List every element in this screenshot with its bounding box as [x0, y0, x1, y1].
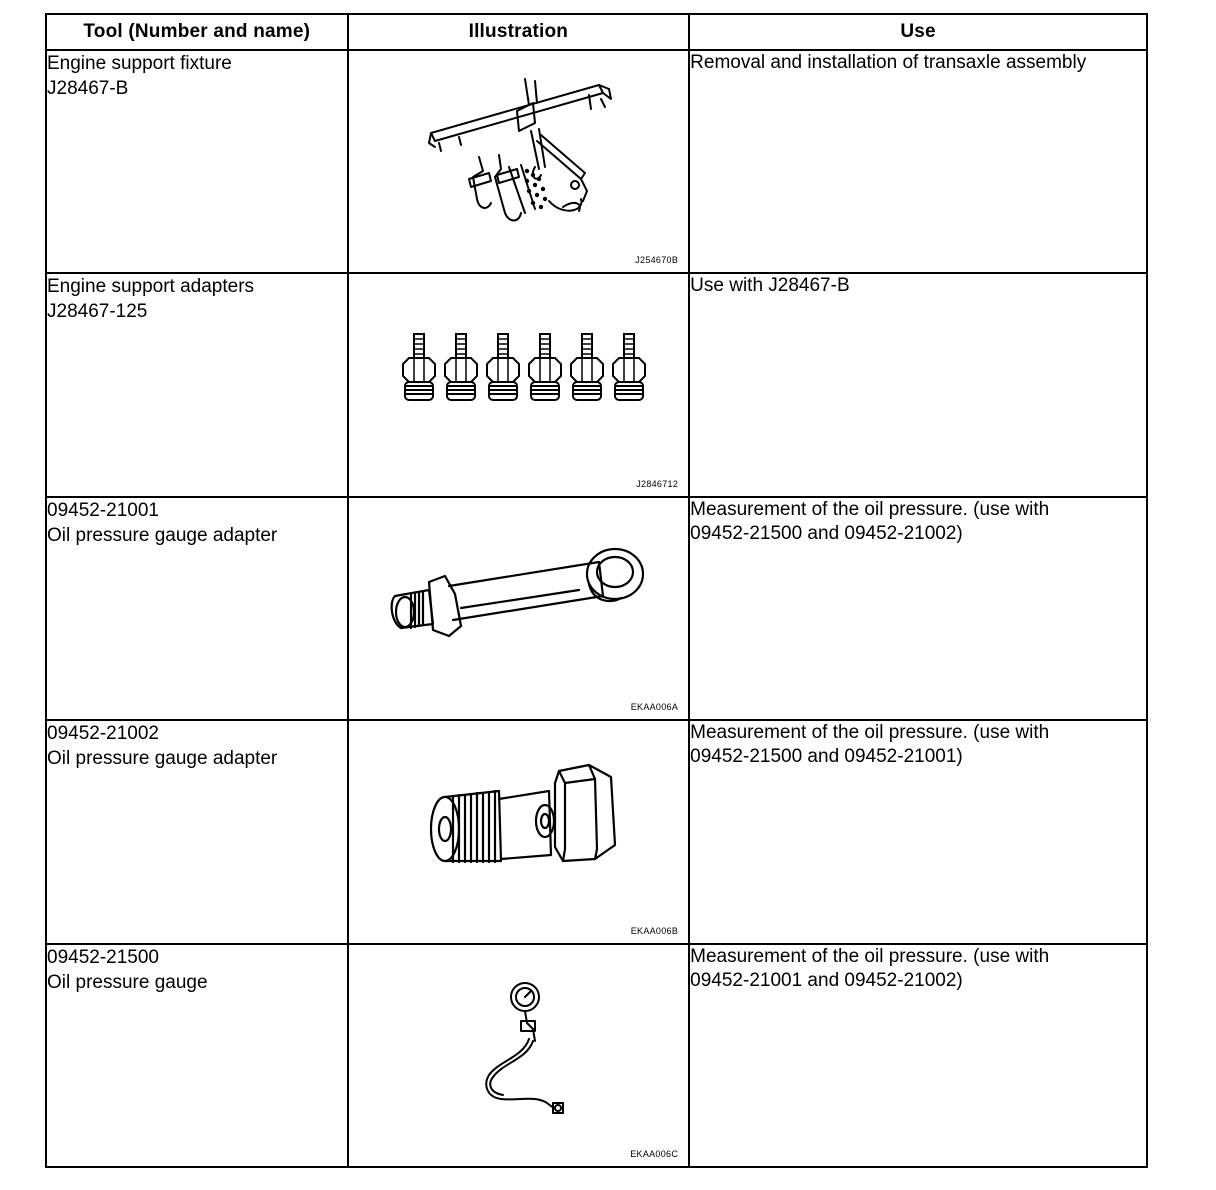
use-cell [689, 720, 1147, 943]
illustration-cell [348, 720, 690, 943]
header-illustration: Illustration [348, 14, 690, 50]
tool-name-line: Oil pressure gauge adapter [47, 748, 278, 770]
tool-name-line: Oil pressure gauge adapter [47, 524, 278, 546]
tool-name-cell [46, 50, 348, 273]
figure-code: EKAA006A [630, 702, 679, 713]
figure-code: J254670B [635, 255, 679, 266]
figure-code: J2846712 [636, 478, 679, 489]
tool-name-cell [46, 944, 348, 1167]
tool-number-line: 09452-21500 [47, 946, 159, 968]
table-row [46, 50, 1147, 273]
figure-code: EKAA006C [630, 1149, 679, 1159]
oil-pressure-gauge-adapter-fitting-illustration [349, 721, 690, 942]
figure-code: EKAA006B [630, 925, 679, 936]
tool-number-line: J28467-125 [47, 301, 148, 323]
engine-support-adapters-illustration [349, 274, 690, 495]
use-text: 09452-21500 and 09452-21002) [690, 522, 963, 544]
tool-name-line: Engine support fixture [47, 53, 232, 75]
header-row [46, 14, 1147, 50]
tool-name-cell [46, 720, 348, 943]
header-use: Use [689, 14, 1147, 50]
use-cell [689, 944, 1147, 1167]
use-text: 09452-21500 and 09452-21001) [690, 746, 963, 768]
illustration-cell [348, 497, 690, 720]
table-row [46, 497, 1147, 720]
oil-pressure-gauge-adapter-banjo-illustration [349, 498, 690, 719]
use-text: Removal and installation of transaxle assembly [690, 52, 1087, 74]
use-text: Measurement of the oil pressure. (use with [690, 945, 1050, 967]
use-cell [689, 50, 1147, 273]
oil-pressure-gauge-illustration [349, 945, 690, 1166]
engine-support-fixture-illustration [349, 51, 690, 272]
use-text: Use with J28467-B [690, 275, 850, 297]
illustration-cell [348, 50, 690, 273]
table-row [46, 944, 1147, 1167]
use-text: 09452-21001 and 09452-21002) [690, 969, 963, 991]
table-row [46, 720, 1147, 943]
use-text: Measurement of the oil pressure. (use with [690, 722, 1050, 744]
tool-number-line: 09452-21001 [47, 499, 159, 521]
use-cell [689, 497, 1147, 720]
use-text: Measurement of the oil pressure. (use with [690, 498, 1050, 520]
illustration-cell [348, 273, 690, 496]
illustration-cell [348, 944, 690, 1167]
use-cell [689, 273, 1147, 496]
table-row [46, 273, 1147, 496]
special-tools-table [45, 13, 1148, 1168]
tool-name-cell [46, 497, 348, 720]
tool-name-cell [46, 273, 348, 496]
tool-number-line: 09452-21002 [47, 723, 159, 745]
header-tool: Tool (Number and name) [46, 14, 348, 50]
tool-name-line: Engine support adapters [47, 276, 255, 298]
tool-name-line: Oil pressure gauge [47, 971, 208, 993]
tool-number-line: J28467-B [47, 78, 129, 100]
